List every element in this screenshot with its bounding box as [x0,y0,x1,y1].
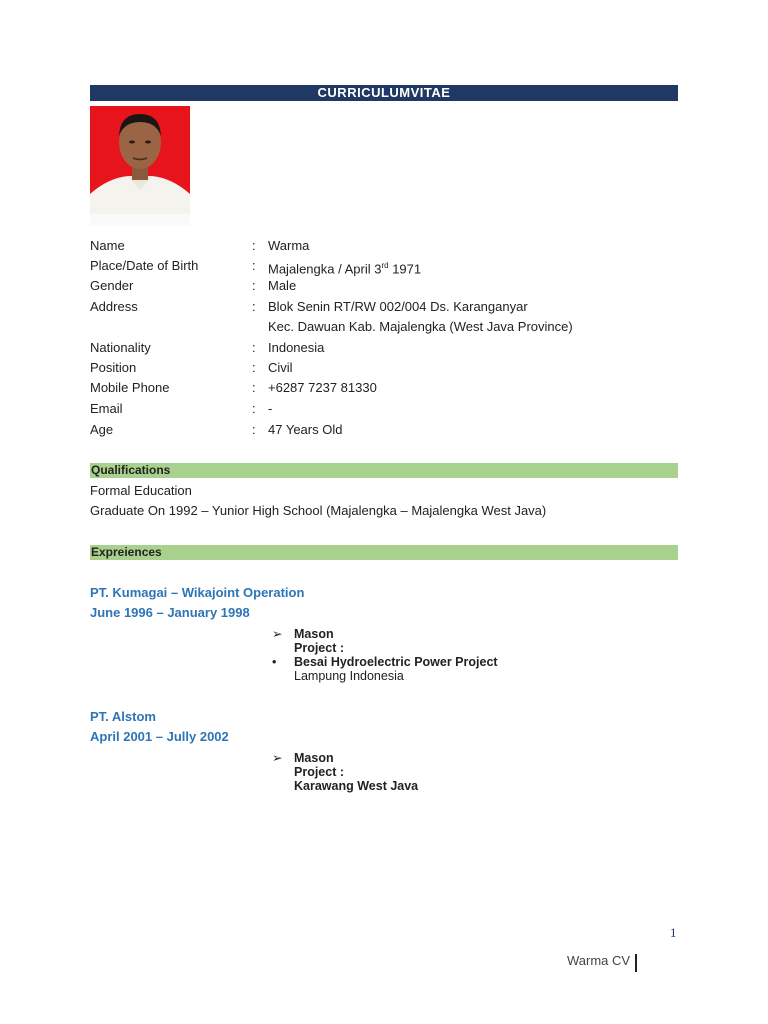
colon: : [252,238,256,253]
row-position [90,358,690,378]
project-label: Project : [294,765,345,779]
dot-bullet-icon: • [272,655,277,669]
colon: : [252,258,256,273]
colon: : [252,380,256,395]
job-period: April 2001 – Jully 2002 [90,729,229,744]
job-period: June 1996 – January 1998 [90,605,250,620]
job-company: PT. Alstom [90,709,156,724]
footer-divider [635,954,637,972]
row-name [90,236,690,256]
row-age [90,420,690,440]
arrow-bullet-icon: ➢ [272,627,283,641]
cv-title: CURRICULUMVITAE [90,85,678,101]
qualifications-heading: Qualifications [90,463,678,478]
value-mobile: +6287 7237 81330 [268,380,377,395]
value-nationality: Indonesia [268,340,325,355]
job-role: Mason [294,751,334,765]
label-nationality: Nationality [90,340,151,355]
colon: : [252,360,256,375]
label-email: Email [90,401,123,416]
value-gender: Male [268,278,297,293]
row-address [90,297,690,317]
birth-date-suffix: rd [381,261,389,270]
arrow-bullet-icon: ➢ [272,751,283,765]
value-email: - [268,401,273,416]
education-entry: Graduate On 1992 – Yunior High School (Majalengka – Majalengka West Java) [90,503,547,518]
value-address-line1: Blok Senin RT/RW 002/004 Ds. Karanganyar [268,299,528,314]
experiences-heading: Expreiences [90,545,678,560]
job-company: PT. Kumagai – Wikajoint Operation [90,585,305,600]
row-nationality [90,338,690,358]
label-address: Address [90,299,138,314]
project-label: Project : [294,641,345,655]
label-mobile: Mobile Phone [90,380,170,395]
footer-text: Warma CV [567,953,631,968]
colon: : [252,299,256,314]
label-position: Position [90,360,137,375]
birth-date-year: 1971 [388,261,422,277]
value-address-line2: Kec. Dawuan Kab. Majalengka (West Java Province) [268,319,573,334]
row-email [90,399,690,419]
label-gender: Gender [90,278,134,293]
colon: : [252,401,256,416]
row-birth [90,256,690,276]
colon: : [252,278,256,293]
page-number: 1 [670,925,677,940]
row-address-cont [90,317,690,337]
row-gender [90,276,690,296]
label-age: Age [90,422,114,437]
project-name: Besai Hydroelectric Power Project [294,655,498,669]
label-birth: Place/Date of Birth [90,258,199,273]
row-mobile [90,378,690,398]
profile-photo [90,106,190,226]
value-name: Warma [268,238,310,253]
project-location: Lampung Indonesia [294,669,404,683]
project-location: Karawang West Java [294,779,419,793]
colon: : [252,340,256,355]
formal-education-label: Formal Education [90,483,192,498]
colon: : [252,422,256,437]
birth-date-main: Majalengka / April 3 [268,261,382,277]
job-role: Mason [294,627,334,641]
label-name: Name [90,238,125,253]
value-age: 47 Years Old [268,422,343,437]
value-position: Civil [268,360,293,375]
